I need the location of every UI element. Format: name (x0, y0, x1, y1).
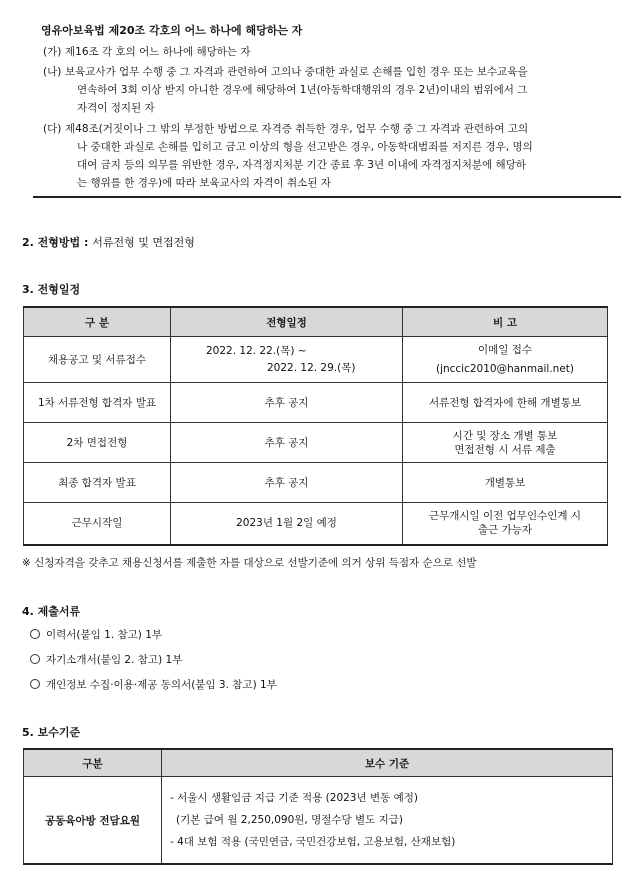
section-documents-heading: 4. 제출서류 (22, 605, 81, 618)
table-header-row: 구 분 전형일정 비 고 (24, 307, 608, 337)
section-schedule-heading: 3. 전형일정 (22, 283, 81, 296)
section-selection-method: 2. 전형방법 : 서류전형 및 면접전형 (22, 236, 195, 249)
table-row: 근무시작일 2023년 1월 2일 예정 근무개시일 이전 업무인수인계 시 출근 가능자 (24, 503, 608, 545)
selection-note: ※ 신청자격을 갖추고 채용신청서를 제출한 자를 대상으로 선발기준에 의거 상위 득점자 순으로 선발 (22, 557, 477, 569)
section-pay-heading: 5. 보수기준 (22, 726, 81, 739)
circle-bullet-icon (30, 679, 40, 689)
table-row: 1차 서류전형 합격자 발표 추후 공지 서류전형 합격자에 한해 개별통보 (24, 383, 608, 423)
disqualification-box: 영유아보육법 제20조 각호의 어느 하나에 해당하는 자 (가) 제16조 각 호의 어느 하나에 해당하는 자 (나) 보육교사가 업무 수행 중 그 자격과 관련하여 고의나 중대한 과실로 손해를 입힌 경우 또는 보수교육을 연속하여 3회 이상 받지 아니한 경우에 해당하여 1년(아동학대행위의 경우 2년)이내의 범위에서 그 자격이 정지된 자 (다) 제48조(거짓이나 그 밖의 부정한 방법으로 자격증 취득한 경우, 업무 수행 중 그 자격과 관련하여 고의 나 중대한 과실로 손해를 입히고 금고 이상의 형을 선고받은 경우, 아동학대범죄를 저지른 경우, 명의 대여 금지 등의 의무를 위반한 경우, 자격정지처분 기간 종료 후 3년 이내에 자격정지처분에 해당하 는 행위를 한 경우)에 따라 보육교사의 자격이 취소된 자 (33, 14, 621, 198)
table-row: 2차 면접전형 추후 공지 시간 및 장소 개별 통보 면접전형 시 서류 제출 (24, 423, 608, 463)
circle-bullet-icon (30, 654, 40, 664)
circle-bullet-icon (30, 629, 40, 639)
table-row: 채용공고 및 서류접수 2022. 12. 22.(목) ~ 2022. 12. 29.(목) 이메일 접수 (jnccic2010@hanmail.net) (24, 337, 608, 383)
table-row: 최종 합격자 발표 추후 공지 개별통보 (24, 463, 608, 503)
box-title: 영유아보육법 제20조 각호의 어느 하나에 해당하는 자 (41, 24, 303, 37)
schedule-table (23, 306, 608, 546)
list-item: 이력서(붙임 1. 참고) 1부 (30, 627, 162, 642)
table-header-row: 구분 보수 기준 (24, 749, 613, 777)
list-item: 개인정보 수집·이용·제공 동의서(붙임 3. 참고) 1부 (30, 677, 277, 692)
list-item: 자기소개서(붙임 2. 참고) 1부 (30, 652, 182, 667)
pay-table (23, 748, 613, 865)
table-row: 공동육아방 전담요원 - 서울시 생활임금 지급 기준 적용 (2023년 변동 예정) (기본 급여 월 2,250,090원, 명절수당 별도 지급) - 4대 보험 적용 (국민연금, 국민건강보험, 고용보험, 산재보험) (24, 777, 613, 865)
